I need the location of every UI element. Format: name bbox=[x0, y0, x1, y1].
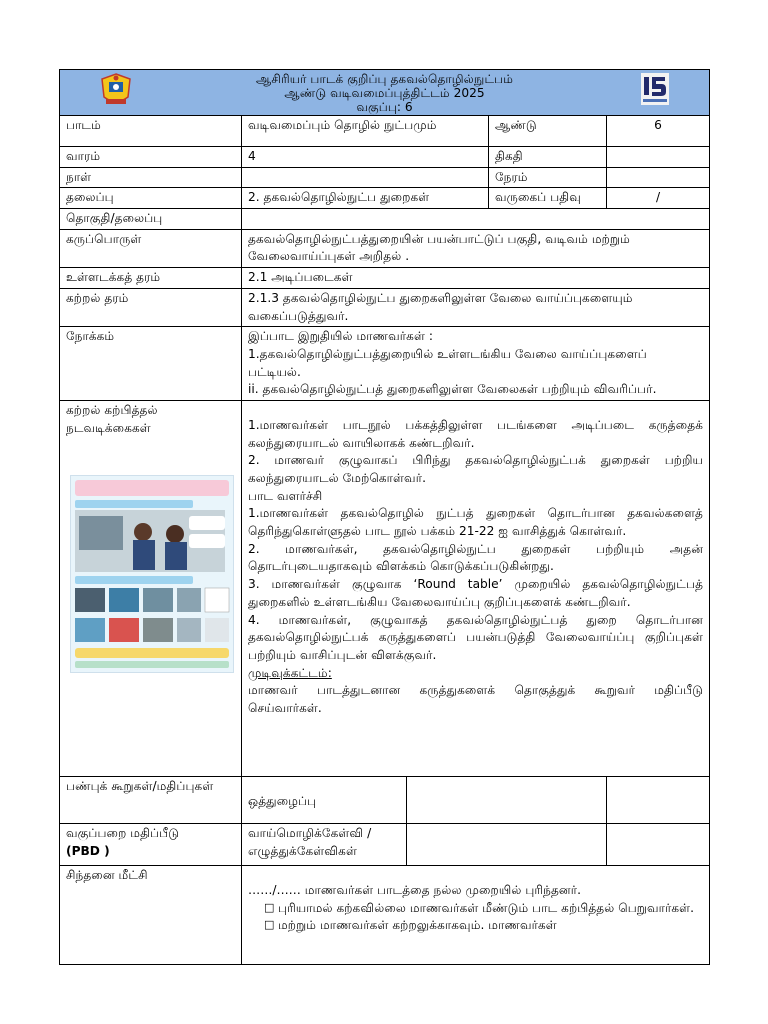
header-line-1: ஆசிரியர் பாடக் குறிப்பு தகவல்தொழில்நுட்பம் bbox=[256, 72, 514, 86]
objective-item-2: ii. தகவல்தொழில்நுட்பத் துறைகளிலுள்ள வேலைகள் பற்றியும் விவரிப்பர். bbox=[248, 382, 657, 397]
subject-label: பாடம் bbox=[60, 116, 242, 147]
values-empty-1 bbox=[407, 776, 607, 823]
values-label: பண்புக் கூறுகள்/மதிப்புகள் bbox=[60, 776, 242, 823]
objective-item-1: 1.தகவல்தொழில்நுட்பத்துறையில் உள்ளடங்கிய வேலை வாய்ப்புகளைப் பட்டியல். bbox=[248, 346, 647, 379]
activity-step-3: 1.மாணவர்கள் தகவல்தொழில் நுட்பத் துறைகள் தொடர்பான தகவல்களைத் தெரிந்துகொள்ளுதல் பாட நூல் பக்கம் 21-22 ஐ வாசித்துக் கொள்வர். bbox=[248, 506, 704, 539]
class-value: 6 bbox=[607, 116, 710, 147]
activity-cell bbox=[242, 400, 710, 776]
theme-value: தகவல்தொழில்நுட்பத்துறையின் பயன்பாட்டுப் பகுதி, வடிவம் மற்றும் வேலைவாய்ப்புகள் அறிதல் . bbox=[242, 229, 710, 267]
square-bullet-icon: □ bbox=[264, 900, 275, 914]
week-value: 4 bbox=[242, 147, 489, 168]
15-anniversary-logo bbox=[641, 73, 669, 105]
pbd-label-cell bbox=[60, 823, 242, 865]
values-value: ஒத்துழைப்பு bbox=[242, 776, 407, 823]
unit-value bbox=[242, 209, 710, 230]
theme-label: கருப்பொருள் bbox=[60, 229, 242, 267]
reflection-line-3: மற்றும் மாணவர்கள் கற்றலுக்காகவும். மாணவர்கள் bbox=[278, 918, 557, 933]
pbd-label-code: (PBD ) bbox=[66, 843, 110, 858]
values-empty-2 bbox=[607, 776, 710, 823]
closing-heading: முடிவுக்கட்டம்: bbox=[248, 665, 332, 680]
class-label: ஆண்டு bbox=[489, 116, 607, 147]
topic-label: தலைப்பு bbox=[60, 188, 242, 209]
time-label: நேரம் bbox=[489, 167, 607, 188]
square-bullet-icon: □ bbox=[264, 918, 275, 932]
day-value bbox=[242, 167, 489, 188]
date-value bbox=[607, 147, 710, 168]
lesson-plan-page bbox=[59, 69, 709, 965]
reflection-label: சிந்தனை மீட்சி bbox=[60, 865, 242, 964]
activity-step-5: 3. மாணவர்கள் குழுவாக ‘Round table’ முறையில் தகவல்தொழில்நுட்பத் துறைகளில் உள்ளடங்கிய வேலைவாய்ப்பு குறிப்புகளைக் கண்டறிவர். bbox=[248, 577, 704, 609]
reflection-line-2: புரியாமல் கற்கவில்லை மாணவர்கள் மீண்டும் பாட கற்பித்தல் பெறுவார்கள். bbox=[278, 900, 695, 915]
learning-value: 2.1.3 தகவல்தொழில்நுட்ப துறைகளிலுள்ள வேலை வாய்ப்புகளையும் வகைப்படுத்துவர். bbox=[242, 288, 710, 326]
activity-step-4: 2. மாணவர்கள், தகவல்தொழில்நுட்ப துறைகள் பற்றியும் அதன் தொடர்புடையதாகவும் விளக்கம் கொடுக்கப்படுகின்றது. bbox=[248, 541, 704, 574]
unit-label: தொகுதி/தலைப்பு bbox=[60, 209, 242, 230]
lesson-plan-table bbox=[59, 69, 710, 965]
topic-value: 2. தகவல்தொழில்நுட்ப துறைகள் bbox=[242, 188, 489, 209]
pbd-empty-1 bbox=[407, 823, 607, 865]
school-crest-logo bbox=[100, 73, 132, 107]
time-value bbox=[607, 167, 710, 188]
pbd-empty-2 bbox=[607, 823, 710, 865]
date-label: திகதி bbox=[489, 147, 607, 168]
header-line-2: ஆண்டு வடிவமைப்புத்திட்டம் 2025 bbox=[284, 86, 485, 100]
header-line-3: வகுப்பு: 6 bbox=[356, 100, 413, 114]
attendance-value: / bbox=[607, 188, 710, 209]
pbd-value: வாய்மொழிக்கேள்வி / எழுத்துக்கேள்விகள் bbox=[242, 823, 407, 865]
standard-value: 2.1 அடிப்படைகள் bbox=[242, 268, 710, 289]
reflection-bullet-1 bbox=[248, 900, 703, 918]
textbook-page-image bbox=[70, 475, 234, 673]
subject-value: வடிவமைப்பும் தொழில் நுட்பமும் bbox=[242, 116, 489, 147]
reflection-bullet-2 bbox=[248, 917, 703, 935]
day-label: நாள் bbox=[60, 167, 242, 188]
activity-step-2: 2. மாணவர் குழுவாகப் பிரிந்து தகவல்தொழில்நுட்பக் துறைகள் பற்றிய கலந்துரையாடல் மேற்கொள்வர். bbox=[248, 453, 704, 485]
activity-step-6: 4. மாணவர்கள், குழுவாகத் தகவல்தொழில்நுட்பத் துறை தொடர்பான தகவல்தொழில்நுட்பக் கருத்துகளைப் பயன்படுத்தி வேலைவாய்ப்பு குறிப்புகள் பற்றியும் வாசிப்புடன் விளக்குவர். bbox=[248, 612, 704, 662]
activity-development-heading: பாட வளர்ச்சி bbox=[248, 488, 323, 503]
activity-label-cell bbox=[60, 400, 242, 776]
week-label: வாரம் bbox=[60, 147, 242, 168]
learning-label: கற்றல் தரம் bbox=[60, 288, 242, 326]
plan-header bbox=[60, 70, 710, 116]
closing-text: மாணவர் பாடத்துடனான கருத்துகளைக் தொகுத்துக் கூறுவர் மதிப்பீடு செய்வார்கள். bbox=[248, 683, 704, 715]
activity-step-1: 1.மாணவர்கள் பாடநூல் பக்கத்திலுள்ள படங்களை அடிப்படை கருத்தைக் கலந்துரையாடல் வாயிலாகக் கண்டறிவர். bbox=[248, 417, 704, 450]
objective-label: நோக்கம் bbox=[60, 327, 242, 401]
objective-intro: இப்பாட இறுதியில் மாணவர்கள் : bbox=[248, 329, 433, 344]
reflection-line-1: ……/…… மாணவர்கள் பாடத்தை நல்ல முறையில் புரிந்தனர். bbox=[248, 882, 581, 897]
activity-label: கற்றல் கற்பித்தல் நடவடிக்கைகள் bbox=[66, 402, 158, 435]
attendance-label: வருகைப் பதிவு bbox=[489, 188, 607, 209]
pbd-label: வகுப்பறை மதிப்பீடு bbox=[66, 825, 180, 840]
objective-cell bbox=[242, 327, 710, 401]
reflection-cell bbox=[242, 865, 710, 964]
standard-label: உள்ளடக்கத் தரம் bbox=[60, 268, 242, 289]
